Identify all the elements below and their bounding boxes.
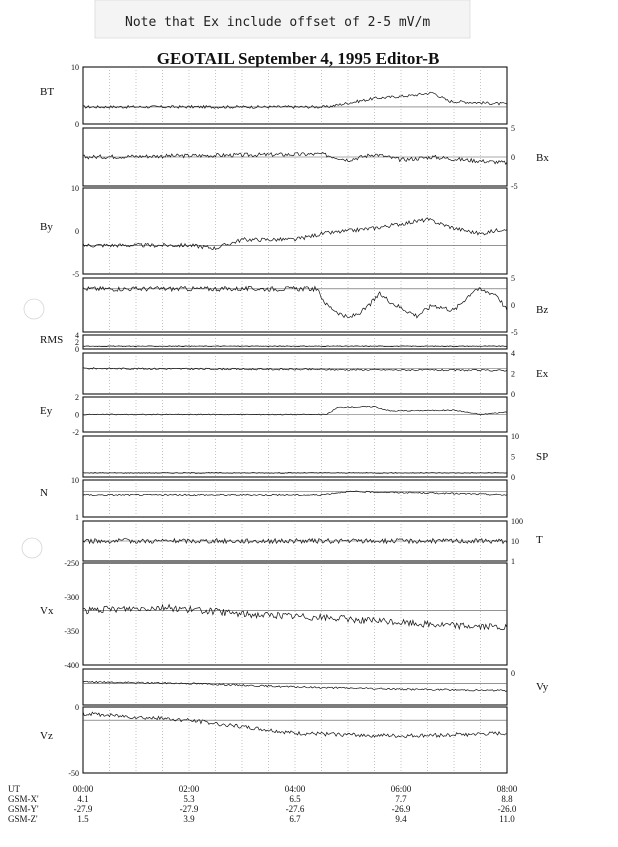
panel-label: T [536, 534, 543, 546]
tick-label: 10 [71, 63, 79, 72]
chart-title: GEOTAIL September 4, 1995 Editor-B [156, 49, 440, 68]
panel-label: Bx [536, 152, 549, 164]
series-trace [83, 472, 507, 473]
tick-label: 10 [511, 537, 519, 546]
tick-label: 0 [75, 345, 79, 354]
panel-label: Vx [40, 605, 54, 617]
panel-label: RMS [40, 334, 64, 346]
panel-label: Vy [536, 681, 549, 693]
panel-t [83, 517, 543, 566]
tick-label: 5 [511, 124, 515, 133]
x-axis-value: -27.9 [179, 804, 199, 814]
panel-stack [40, 63, 549, 778]
tick-label: 0 [511, 473, 515, 482]
x-axis-value: 04:00 [284, 784, 306, 794]
x-row-label: GSM-Z' [8, 814, 38, 824]
x-axis-value: 7.7 [395, 794, 407, 804]
tick-label: 1 [75, 513, 79, 522]
tick-label: -5 [511, 182, 518, 191]
panel-vz [40, 703, 507, 778]
panel-bt [40, 63, 507, 129]
x-axis-value: -27.6 [285, 804, 305, 814]
panel-label: Ey [40, 405, 53, 417]
x-row-label: UT [8, 784, 20, 794]
series-trace [83, 712, 507, 738]
panel-sp [83, 432, 548, 482]
tick-label: -300 [64, 593, 79, 602]
tick-label: 0 [75, 703, 79, 712]
x-axis-value: 08:00 [496, 784, 518, 794]
tick-label: 0 [75, 410, 79, 420]
tick-label: 0 [511, 153, 515, 162]
tick-label: 4 [75, 331, 79, 340]
tick-label: 1 [511, 557, 515, 566]
x-axis-value: 4.1 [77, 794, 89, 804]
x-row-label: GSM-Y' [8, 804, 39, 814]
x-row-label: GSM-X' [8, 794, 39, 804]
panel-label: Vz [40, 730, 53, 742]
punch-hole-upper [24, 299, 44, 319]
x-axis-value: 8.8 [501, 794, 513, 804]
x-axis-value: 6.5 [289, 794, 301, 804]
series-trace [83, 406, 507, 415]
tick-label: -5 [511, 328, 518, 337]
panel-bx [83, 124, 549, 191]
x-axis-value: -26.9 [391, 804, 411, 814]
x-axis-value: 6.7 [289, 814, 301, 824]
panel-vy [83, 669, 549, 705]
x-axis-value: 02:00 [178, 784, 200, 794]
panel-label: BT [40, 86, 55, 98]
x-axis-value: -27.9 [73, 804, 93, 814]
tick-label: 5 [511, 452, 515, 462]
tick-label: 10 [71, 476, 79, 485]
panel-label: SP [536, 451, 549, 463]
x-axis-value: 11.0 [499, 814, 515, 824]
tick-label: -2 [72, 428, 79, 437]
panel-label: Bz [536, 304, 549, 316]
panel-label: N [40, 487, 48, 499]
tick-label: 2 [511, 369, 515, 379]
panel-label: Ex [536, 368, 549, 380]
tick-label: 0 [75, 227, 79, 236]
tick-label: 4 [511, 349, 515, 358]
tick-label: -350 [64, 627, 79, 636]
tick-label: 10 [511, 432, 519, 441]
punch-hole-lower [22, 538, 42, 558]
tick-label: 2 [75, 393, 79, 402]
series-trace [83, 681, 507, 691]
x-axis-table [8, 784, 518, 824]
tick-label: 0 [511, 669, 515, 678]
tick-label: 0 [511, 301, 515, 310]
x-axis-value: 1.5 [77, 814, 89, 824]
tick-label: -5 [72, 270, 79, 279]
x-axis-value: 00:00 [72, 784, 94, 794]
panel-n [40, 476, 507, 522]
tick-label: 10 [71, 184, 79, 193]
panel-bz [83, 274, 548, 337]
tick-label: 5 [511, 274, 515, 283]
note-text: Note that Ex include offset of 2-5 mV/m [125, 15, 431, 30]
tick-label: -400 [64, 661, 79, 670]
panel-ex [83, 349, 549, 399]
x-axis-value: -26.0 [497, 804, 517, 814]
tick-label: -250 [64, 559, 79, 568]
tick-label: -50 [68, 769, 79, 778]
tick-label: 0 [75, 120, 79, 129]
panel-ey [40, 393, 507, 437]
panel-vx [40, 559, 507, 670]
panel-by [40, 184, 507, 279]
tick-label: 2 [75, 338, 79, 347]
panel-rms [40, 331, 507, 354]
tick-label: 100 [511, 517, 523, 526]
x-axis-value: 5.3 [183, 794, 195, 804]
panel-label: By [40, 221, 53, 233]
x-axis-value: 06:00 [390, 784, 412, 794]
tick-label: 0 [511, 390, 515, 399]
x-axis-value: 9.4 [395, 814, 407, 824]
x-axis-value: 3.9 [183, 814, 195, 824]
